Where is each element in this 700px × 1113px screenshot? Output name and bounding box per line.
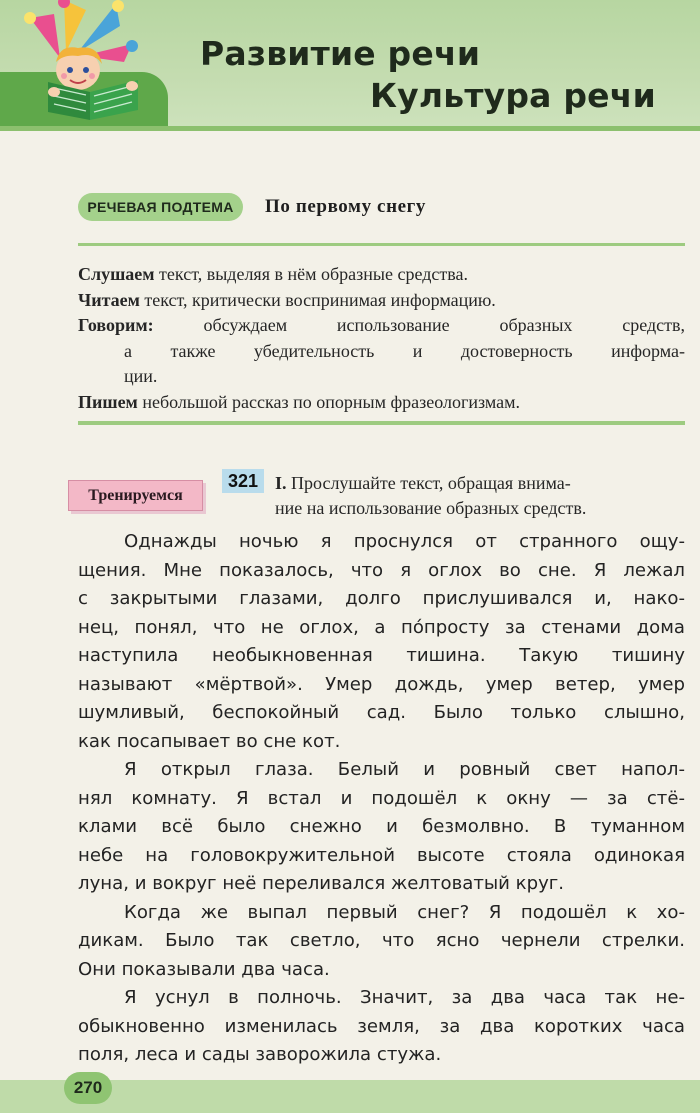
text-line: обыкновенно изменилась земля, за два коротких часа xyxy=(78,1015,685,1037)
goal-item-continuation xyxy=(78,364,685,390)
text-line: дикам. Было так светло, что ясно чернели стрелки. xyxy=(78,930,685,951)
text-line: Я открыл глаза. Белый и ровный свет напол- xyxy=(124,759,685,780)
goal-text: небольшой рассказ по опорным фразеологизмам. xyxy=(137,391,520,412)
divider xyxy=(78,421,685,425)
speech-subtopic-badge: РЕЧЕВАЯ ПОДТЕМА xyxy=(78,193,243,221)
reading-text xyxy=(78,528,685,1070)
text-line: небе на головокружительной высоте стояла одинокая xyxy=(78,844,685,866)
jester-reading-book-icon xyxy=(20,0,170,122)
text-line: шумливый, беспокойный сад. Было только слышно, xyxy=(78,702,685,723)
goal-verb: Читаем xyxy=(78,289,140,310)
text-line: луна, и вокруг неё переливался желтоватый круг. xyxy=(78,873,565,894)
goal-text: ции. xyxy=(124,366,158,386)
text-line: Когда же выпал первый снег? Я подошёл к хо- xyxy=(124,901,685,923)
goal-item xyxy=(78,262,685,288)
task-text: ние на использование образных средств. xyxy=(275,498,587,518)
lesson-goals xyxy=(78,262,685,415)
text-line: как посапывает во сне кот. xyxy=(78,730,341,752)
text-line: Они показывали два часа. xyxy=(78,958,330,980)
goal-item xyxy=(78,390,685,416)
section-title-line2: Культура речи xyxy=(370,76,656,115)
goal-text: текст, выделяя в нём образные средства. xyxy=(154,264,468,284)
goal-text: текст, критически воспринимая информацию. xyxy=(139,289,496,310)
goal-verb: Пишем xyxy=(78,391,138,412)
goal-item-continuation xyxy=(78,339,685,365)
exercise-task xyxy=(275,471,685,521)
text-line: клами всё было снежно и безмолвно. В туманном xyxy=(78,816,685,837)
goal-verb: Говорим: xyxy=(78,315,154,335)
goal-text: а также убедительность и достоверность информа- xyxy=(124,340,685,361)
goal-text: обсуждаем использование образных средств, xyxy=(153,315,685,335)
text-line: Я уснул в полночь. Значит, за два часа так не- xyxy=(124,987,685,1008)
task-part-number: I. xyxy=(275,473,287,493)
divider xyxy=(78,243,685,246)
goal-item xyxy=(78,288,685,314)
text-line: нял комнату. Я встал и подошёл к окну — за стё- xyxy=(78,787,685,809)
task-text: Прослушайте текст, обращая внима- xyxy=(286,473,571,493)
text-line: наступила необыкновенная тишина. Такую тишину xyxy=(78,645,685,666)
text-line: нец, понял, что не оглох, а по́просту за стенами дома xyxy=(78,616,685,638)
section-title-line1: Развитие речи xyxy=(200,34,481,73)
text-line: щения. Мне показалось, что я оглох во сне. Я лежал xyxy=(78,559,685,581)
text-line: поля, леса и сады заворожила стужа. xyxy=(78,1044,442,1065)
exercise-number: 321 xyxy=(222,469,264,493)
text-line: с закрытыми глазами, долго прислушивался и, нако- xyxy=(78,588,685,609)
goal-item xyxy=(78,313,685,339)
text-line: называют «мёртвой». Умер дождь, умер ветер, умер xyxy=(78,673,685,695)
header-rule xyxy=(0,126,700,131)
subtopic-title: По первому снегу xyxy=(265,196,426,217)
page-number: 270 xyxy=(64,1072,112,1104)
training-badge: Тренируемся xyxy=(68,480,203,511)
text-line: Однажды ночью я проснулся от странного ощу- xyxy=(124,531,685,552)
goal-verb: Слушаем xyxy=(78,264,155,284)
